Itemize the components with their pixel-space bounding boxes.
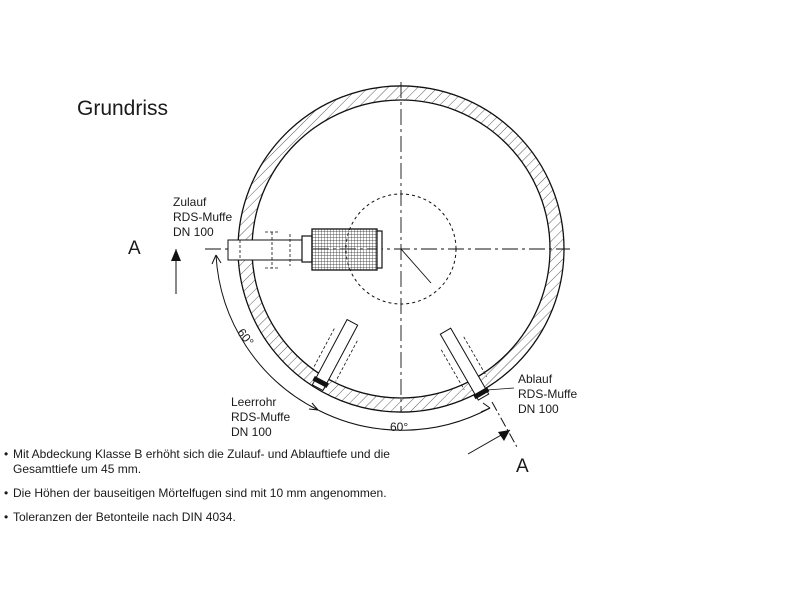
note-item: • Toleranzen der Betonteile nach DIN 4034. xyxy=(4,510,424,525)
label-leerrohr-line-1: Leerrohr xyxy=(231,395,277,409)
drawing-title: Grundriss xyxy=(77,97,169,120)
angle-label-bottom: 60° xyxy=(390,420,409,434)
filter-basket xyxy=(302,229,382,270)
label-ablauf-line-2: RDS-Muffe xyxy=(518,387,578,401)
notes-list xyxy=(4,447,424,534)
note-item: • Mit Abdeckung Klasse B erhöht sich die Zulauf- und Ablauftiefe und die Gesamttiefe um 45 mm. xyxy=(4,447,424,477)
section-arrow-left xyxy=(171,249,181,294)
radius-line xyxy=(401,249,431,283)
label-zulauf-line-3: DN 100 xyxy=(173,225,214,239)
angle-label-left: 60° xyxy=(234,325,257,349)
section-arrow-bottom xyxy=(468,402,517,454)
label-leerrohr-line-3: DN 100 xyxy=(231,425,272,439)
label-zulauf-line-1: Zulauf xyxy=(173,195,207,209)
label-ablauf xyxy=(518,372,577,417)
note-item: • Die Höhen der bauseitigen Mörtelfugen sind mit 10 mm angenommen. xyxy=(4,486,424,501)
ablauf-leader xyxy=(487,388,514,390)
section-mark-left: A xyxy=(128,238,141,259)
label-leerrohr xyxy=(231,395,290,440)
label-leerrohr-line-2: RDS-Muffe xyxy=(231,410,291,424)
label-zulauf xyxy=(173,195,232,240)
label-ablauf-line-3: DN 100 xyxy=(518,402,559,416)
label-zulauf-line-2: RDS-Muffe xyxy=(173,210,233,224)
label-ablauf-line-1: Ablauf xyxy=(518,372,553,386)
section-mark-bottom: A xyxy=(516,456,529,477)
